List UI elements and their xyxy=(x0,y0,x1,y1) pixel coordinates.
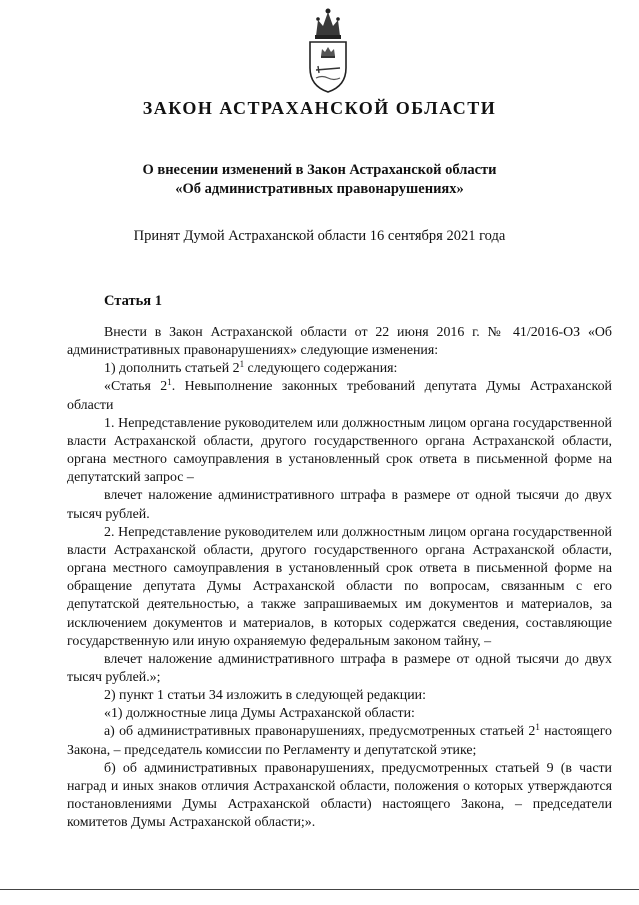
paragraph: «Статья $2^1$. Невыполнение законных требований депутата Думы Астраханской области xyxy=(67,377,612,413)
paragraph: «1) должностные лица Думы Астраханской области: xyxy=(104,706,415,722)
paragraph: 1. Непредставление руководителем или должностным лицом органа государственной власти Астраханской области, другого государственного органа Астраханской области, органа местного самоуправления в установленный срок ответа в письменной форме на депутатский запрос – xyxy=(67,415,612,486)
law-subtitle xyxy=(0,161,639,199)
article-body xyxy=(67,324,612,832)
paragraph: 1) дополнить статьей $2^1$ следующего содержания: xyxy=(104,359,398,377)
paragraph: влечет наложение административного штрафа в размере от одной тысячи до двух тысяч рублей.»; xyxy=(67,651,612,685)
paragraph: б) об административных правонарушениях, предусмотренных статьей 9 (в части наград и иных знаков отличия Астраханской области, положения о которых утверждаются постановлениями Думы Астраханской области) настоящего Закона, – председатели комитетов Думы Астраханской области;». xyxy=(67,760,612,831)
paragraph: влечет наложение административного штрафа в размере от одной тысячи до двух тысяч рублей. xyxy=(67,488,612,522)
law-title: ЗАКОН АСТРАХАНСКОЙ ОБЛАСТИ xyxy=(142,98,497,118)
paragraph: а) об административных правонарушениях, предусмотренных статьей $2^1$ настоящего Закона, – председатель комиссии по Регламенту и депутатской этике; xyxy=(67,722,612,758)
article-heading: Статья 1 xyxy=(104,293,162,309)
page-bottom-divider xyxy=(0,889,639,890)
paragraph: 2) пункт 1 статьи 34 изложить в следующей редакции: xyxy=(104,688,426,704)
subtitle-line-2: «Об административных правонарушениях» xyxy=(175,181,464,197)
adoption-note: Принят Думой Астраханской области 16 сентября 2021 года xyxy=(133,228,506,244)
subtitle-line-1: О внесении изменений в Закон Астраханской области xyxy=(142,162,497,178)
paragraph: 2. Непредставление руководителем или должностным лицом органа государственной власти Астраханской области, другого государственного органа Астраханской области, органа местного самоуправления в установленный срок ответа в письменной форме на обращение депутата Думы Астраханской области по вопросам, связанным с его депутатской деятельностью, а также запрашиваемых им документов и материалов, за исключением документов и материалов, в которых содержатся сведения, составляющие государственную или иную охраняемую федеральным законом тайну, – xyxy=(67,524,612,649)
coat-of-arms-icon xyxy=(296,6,360,94)
paragraph: Внести в Закон Астраханской области от 22 июня 2016 г. № 41/2016-ОЗ «Об административных правонарушениях» следующие изменения: xyxy=(67,325,612,359)
